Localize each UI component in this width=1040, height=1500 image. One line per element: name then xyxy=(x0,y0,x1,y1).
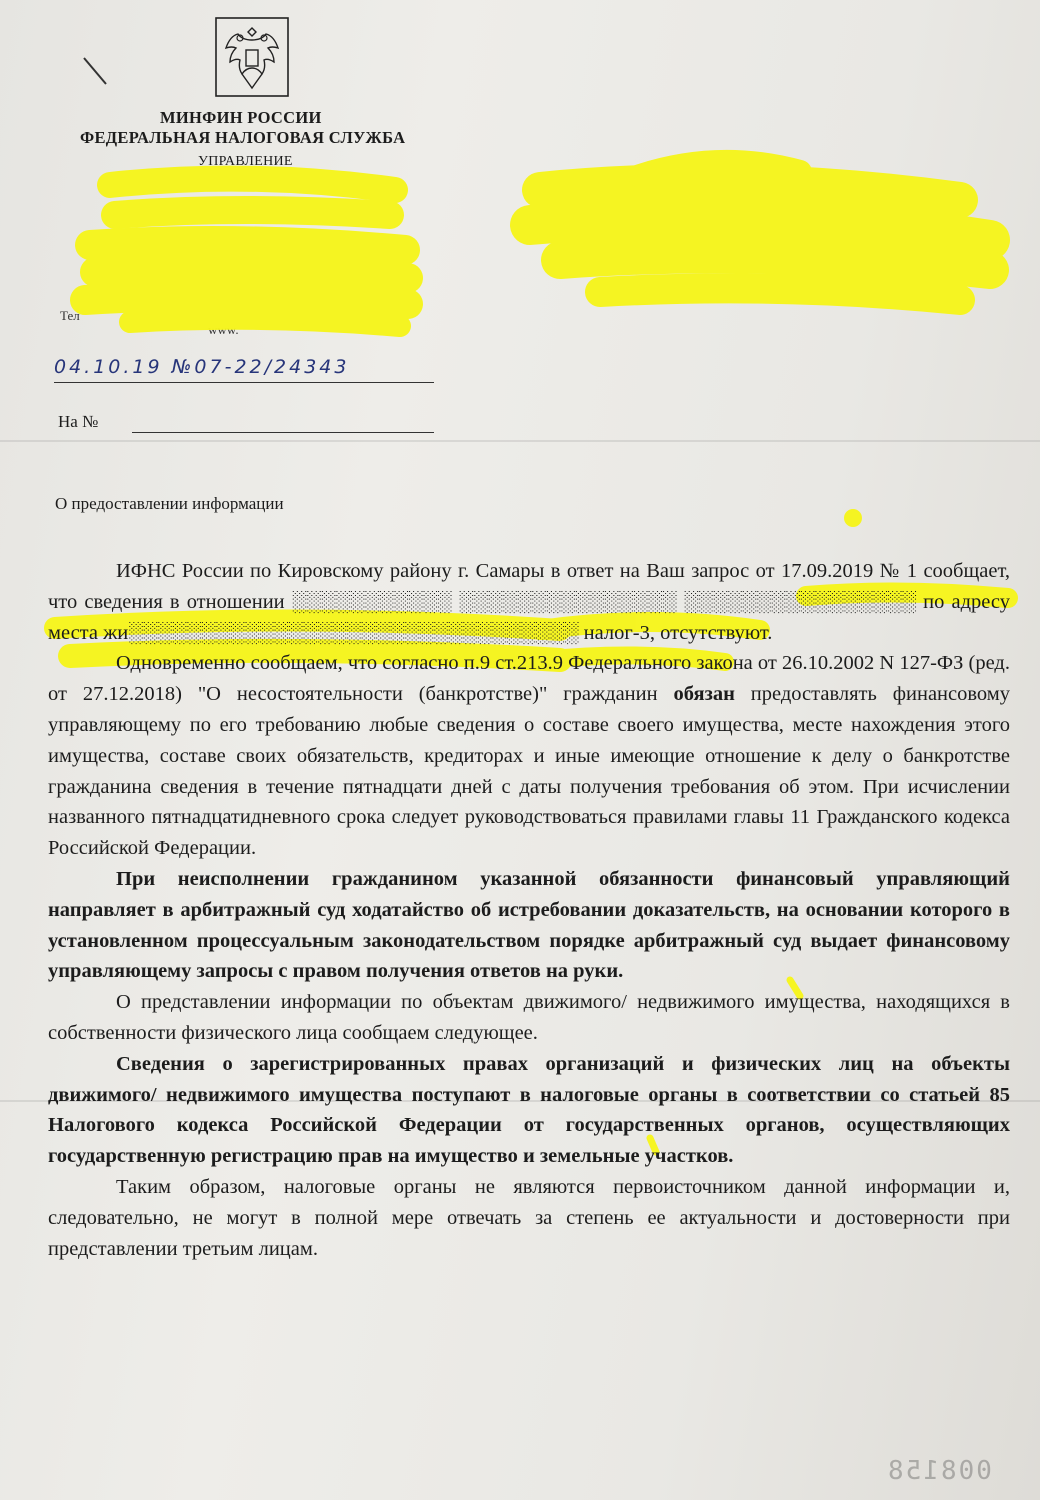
department-fragment: УПРАВЛЕНИЕ xyxy=(198,154,293,169)
paragraph: Одновременно сообщаем, что согласно п.9 ст.213.9 Федерального закона от 26.10.2002 N 127-ФЗ (ред. от 27.12.2018) "О несостоятельности (банкротстве)" гражданин обязан предоставлять финансовому управляющему по его требованию любые сведения о составе своего имущества, месте нахождения этого имущества, составе своих обязательств, кредиторах и иные имеющие отношение к делу о банкротстве гражданина сведения в течение пятнадцати дней с даты получения требования об этом. При исчислении названного пятнадцатидневного срока следует руководствоваться правилами главы 11 Гражданского кодекса Российской Федерации. xyxy=(48,652,1010,860)
paragraph: Сведения о зарегистрированных правах организаций и физических лиц на объекты движимого/ недвижимого имущества поступают в налоговые органы в соответствии со статьей 85 Налогового кодекса Российской Федерации от государственных органов, осуществляющих государственную регистрацию прав на имущество и земельные участков. xyxy=(48,1052,1010,1168)
registration-line xyxy=(54,356,349,378)
service-name: ФЕДЕРАЛЬНАЯ НАЛОГОВАЯ СЛУЖБА xyxy=(80,128,406,147)
registration-number: 07-22/24343 xyxy=(194,356,350,378)
ministry-name: МИНФИН РОССИИ xyxy=(160,108,322,127)
paragraph: Таким образом, налоговые органы не являются первоисточником данной информации и, следовательно, не могут в полной мере отвечать за степень ее актуальности и достоверности при представлении третьим лицам. xyxy=(48,1175,1010,1260)
emphasis-word: обязан xyxy=(673,683,735,706)
number-sign: № xyxy=(171,356,195,378)
registration-underline xyxy=(54,382,434,383)
paragraph: При неисполнении гражданином указанной обязанности финансовый управляющий направляет в арбитражный суд ходатайство об истребовании доказательств, на основании которого в установленном процессуальным законодательством порядке арбитражный суд выдает финансовому управляющему запросы с правом получения ответов на руки. xyxy=(48,867,1010,983)
pen-mark xyxy=(72,50,112,90)
subject-line: О предоставлении информации xyxy=(55,494,284,513)
paragraph: О представлении информации по объектам движимого/ недвижимого имущества, находящихся в собственности физического лица сообщаем следующее. xyxy=(48,991,1010,1044)
on-ref-line xyxy=(132,432,434,433)
stamp-number: 008158 xyxy=(886,1456,992,1486)
letter-body xyxy=(48,556,1010,1264)
paragraph: ИФНС России по Кировскому району г. Самары в ответ на Ваш запрос от 17.09.2019 № 1 сообщает, что сведения в отношении ░░░░░░░░░░░ ░░░░░░░░░░░░░░░ ░░░░░░░░░░░░░░░░ по адресу места жи░░░░░░░░░░░░░░░░░░░░░░░░░░░░░░░ налог-3, отсутствуют. xyxy=(48,560,1010,644)
on-ref-label: На № xyxy=(58,412,99,431)
coat-of-arms-icon xyxy=(212,14,292,100)
registration-date: 04.10.19 xyxy=(54,356,163,378)
web-fragment: www. xyxy=(208,322,239,337)
phone-fragment: Тел xyxy=(60,308,80,323)
paper-fold xyxy=(0,440,1040,442)
